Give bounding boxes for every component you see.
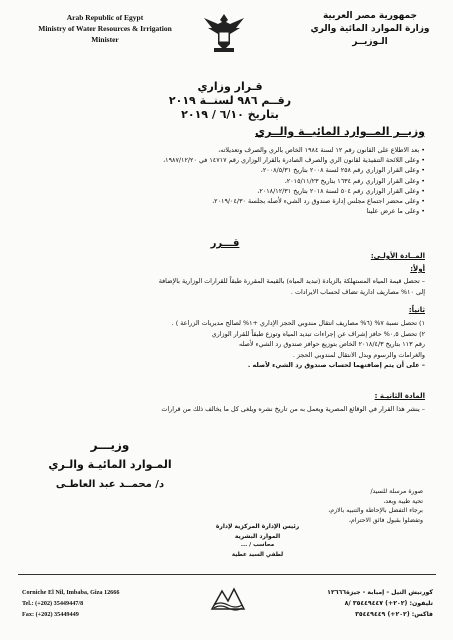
preamble-item: • وعلى اللائحة التنفيذية لقانون الري والصرف الصادرة بالقرار الوزاري رقم ١٤٧١٧ في ١٩٨٧/١٢/٢٠، [163,156,425,165]
decree-word: قـــرر [210,238,240,249]
footer-english [22,587,162,620]
article2-heading: المادة الثانيـة : [374,392,425,400]
article1-second-item2-line1: ٢) تحصل ٠,٥% حافز إشراف عن إجراءات تبديد المياه وتوزع طبقاً للقرار الوزاري [211,329,425,338]
signature-name: د/ محمــد عبد العاطـى [55,479,165,490]
copies-to-block [273,487,423,525]
header-arabic [305,10,435,49]
article1-heading: المــادة الأولـى: [370,252,425,260]
footer-arabic [293,587,433,620]
article1-second-item2-line2: رقم ١١٣ بتاريخ ٢٠١٨/٤/٣ الخاص بتوزيع حوافز صندوق رد الشيء لأصله [238,340,425,348]
footer-ar-fax: فاكس: (٢٠٢+) ٣٥٤٤٩٤٤٩ [355,611,433,618]
article1-second-text [25,318,425,371]
copies-line: تحية طيبة وبعد، [383,497,423,505]
article1-second-heading: ثانياً: [408,306,425,314]
footer-ar-address: كورنيش النيل - إمبابة - جيزة١٢٦٦٦ [327,589,433,596]
header-en-minister: Minister [91,35,119,44]
footer-divider [18,574,436,575]
preamble-item: • وعلى ما عرض علينا [366,207,425,216]
article1-first-text [25,276,425,297]
preamble-item: • بعد الاطلاع على القانون رقم ١٢ لسنة ١٩٨٤ الخاص بالري والصرف وتعديلاته، [218,146,425,154]
minister-heading: وزيــر المــوارد المائيــة والــري [255,125,425,138]
minister-signature-block [35,435,185,495]
stamp-line: محاسب / ... [240,542,275,548]
preamble-item: • وعلى محضر اجتماع مجلس إدارة صندوق رد الشيء لأصله بجلسة ٢٠١٩/٠٤/٣٠، [212,197,425,206]
preamble-item: • وعلى القرار الوزاري رقم ٢٥٨ لسنة ٢٠٠٨ بتاريخ ٢٠٠٨/٥/٣١، [260,166,425,175]
footer-en-fax: Fax: (+202) 35449449 [22,611,79,618]
hr-stamp [205,522,310,560]
preamble-item: • وعلى القرار الوزاري رقم ١٦٣٤ بتاريخ ٢٠١٥/١١/٢٣، [284,176,425,185]
footer-en-address: Corniche El Nil, Imbaba, Giza 12666 [22,589,120,596]
preamble-list [65,145,425,216]
decree-title-line1: قـرار وزاري [197,80,263,93]
stamp-line: رئيس الإدارة المركزية لإدارة [215,523,300,530]
header-ar-ministry: وزارة الموارد المائية والري [310,24,430,34]
header-ar-minister: الـوزيــر [352,37,388,47]
preamble-item: • وعلى القرار الوزاري رقم ٥٠٤ لسنة ٢٠١٨ بتاريخ ٢٠١٨/١٢/٣١، [257,186,425,195]
article1-first-line1: – تحصل قيمة المياه المستهلكة بالزيادة (تبديد المياه) بالقيمة المقررة طبقاً للقرارات الوزارية بالإضافة [158,277,425,285]
decree-date: بتاريخ ٦/١٠ / ٢٠١٩ [181,108,279,121]
decree-number: رقــم ٩٨٦ لسنــة ٢٠١٩ [168,94,292,107]
article1-first-heading: أولاً: [410,265,425,273]
article1-second-item1: ١) تحصل نسبة ٧% (٦% مصاريف انتقال مندوبي الحجز الإداري +١% لصالح مديريات الزراعة ) . [171,319,425,327]
copies-line: برجاء التفضل بالإحاطة والتنبيه بالازم، [328,507,423,514]
header-en-country: Arab Republic of Egypt [66,13,144,22]
header-english [30,12,180,45]
article1-second-note: – على أن يتم إضافتهما لحساب صندوق رد الشيء لأصله . [247,361,425,369]
signature-title: وزيـــر [90,438,130,452]
copies-line: وتفضلوا بقبول فائق الاحترام، [348,516,423,524]
article1-second-item2-line3: والغرامات والرسوم وبدل الانتقال لمندوبي الحجز . [292,350,425,359]
stamp-line: الموارد البشرية [234,532,281,540]
copies-line: صورة مرسلة للسيد/ [370,488,423,495]
article2-text: – ينشر هذا القرار في الوقائع المصرية ويعمل به من تاريخ نشره ويلغى كل ما يخالف ذلك من قرارات [161,405,425,413]
decree-title [140,80,320,122]
eagle-emblem-icon [200,10,248,54]
header-en-ministry: Ministry of Water Resources & Irrigation [38,24,172,33]
footer-ar-tel: تليفون: (٢٠٢+) ٣٥٤٤٩٤٤٧ /٨ [344,600,433,607]
article1-first-line2: إلى ١٠% مصاريف ادارية تضاف لحساب الايرادات . [290,287,425,296]
signature-ministry: المـوارد المائيـة والـري [48,458,172,471]
footer-en-tel: Tel.: (+202) 35449447/8 [22,600,84,607]
header-ar-country: جمهورية مصر العربية [322,11,418,21]
ministry-logo-icon [208,583,248,613]
stamp-line: لطفي السيد عطية [231,551,284,558]
